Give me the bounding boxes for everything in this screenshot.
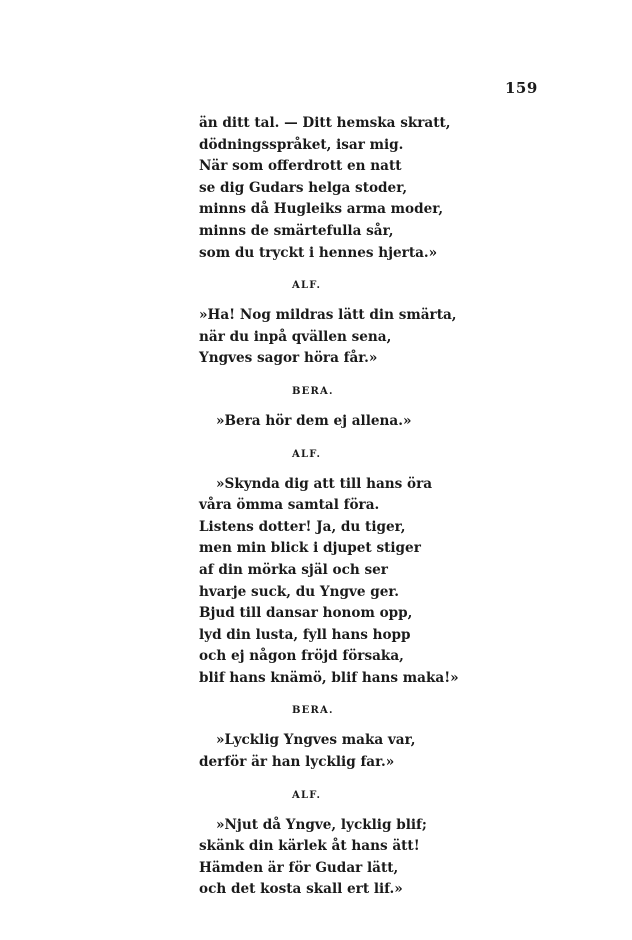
verse-line: af din mörka själ och ser [199,561,388,578]
stanza [199,113,519,264]
verse-line: Hämden är för Gudar lätt, [199,859,399,876]
verse-line: Bjud till dansar honom opp, [199,605,413,622]
verse-line: blif hans knämö, blif hans maka!» [199,669,459,686]
verse-line: »Skynda dig att till hans öra [216,475,433,492]
verse-line: derför är han lycklig far.» [199,754,395,771]
verse-line: som du tryckt i hennes hjerta.» [199,244,438,261]
speaker-name: BERA. [292,385,334,397]
verse-line: dödningsspråket, isar mig. [199,136,404,153]
verse-line: skänk din kärlek åt hans ätt! [199,838,420,855]
verse-line: Listens dotter! Ja, du tiger, [199,518,406,535]
speaker-name: ALF. [292,280,322,292]
verse-line: när du inpå qvällen sena, [199,328,392,345]
verse-line: »Ha! Nog mildras lätt din smärta, [199,307,457,324]
verse-line: »Njut då Yngve, lycklig blif; [216,816,427,833]
verse-line: »Bera hör dem ej allena.» [216,412,412,429]
page-number: 159 [505,79,538,97]
speaker-name: ALF. [292,448,322,460]
stanza [199,789,519,901]
verse-line: än ditt tal. — Ditt hemska skratt, [199,115,451,131]
verse-line: När som offerdrott en natt [199,158,402,175]
verse-line: minns då Hugleiks arma moder, [199,201,444,218]
verse-line: »Lycklig Yngves maka var, [216,732,416,749]
stanza [199,279,519,370]
verse-line: lyd din lusta, fyll hans hopp [199,626,411,643]
poem-text [199,113,519,901]
verse-line: se dig Gudars helga stoder, [199,179,408,196]
verse-line: och ej någon fröjd försaka, [199,648,404,665]
stanza [199,448,519,690]
verse-line: hvarje suck, du Yngve ger. [199,583,400,600]
speaker-name: ALF. [292,789,322,801]
verse-line: men min blick i djupet stiger [199,540,421,557]
stanza [199,385,519,433]
verse-line: minns de smärtefulla sår, [199,222,394,239]
speaker-name: BERA. [292,705,334,717]
verse-line: Yngves sagor höra får.» [199,350,378,367]
stanza [199,704,519,773]
verse-line: våra ömma samtal föra. [199,497,380,514]
verse-line: och det kosta skall ert lif.» [199,881,403,898]
